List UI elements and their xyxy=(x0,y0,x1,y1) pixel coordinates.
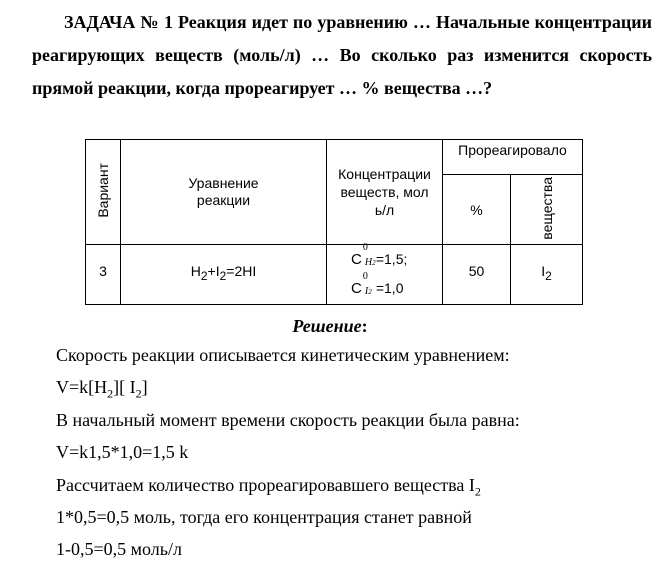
rate-eq-sub-i: 2 xyxy=(135,386,142,401)
solution-line-5 xyxy=(56,475,481,499)
row-substance-letter: I xyxy=(541,263,546,279)
conc-i-sup: 0 xyxy=(362,271,368,282)
eq-iodine-sub: 2 xyxy=(219,268,227,283)
header-variant: Вариант xyxy=(95,163,111,218)
header-equation-cell xyxy=(121,140,327,245)
eq-product: =2HI xyxy=(226,263,257,279)
rate-eq-sub-h: 2 xyxy=(107,386,114,401)
row-percent: 50 xyxy=(443,245,511,305)
header-equation: Уравнение реакции xyxy=(188,175,259,208)
header-substance-cell xyxy=(511,175,583,245)
row-equation xyxy=(121,245,327,305)
row-substance xyxy=(511,245,583,305)
eq-hydrogen: H xyxy=(190,263,201,279)
rate-eq-start: V=k[H xyxy=(56,377,108,397)
solution-heading-colon: : xyxy=(361,316,368,336)
row-variant: 3 xyxy=(86,245,121,305)
solution-line-6: 1*0,5=0,5 моль, тогда его концентрация станет равной xyxy=(56,507,472,527)
conc-i-sub2: 2 xyxy=(368,288,372,296)
solution-line-7: 1-0,5=0,5 моль/л xyxy=(56,539,182,559)
row-concentrations xyxy=(327,242,443,305)
eq-iodine: +I xyxy=(207,263,220,279)
rate-eq-mid: ][ I xyxy=(113,377,136,397)
solution-line-2 xyxy=(56,377,148,401)
row-substance-sub: 2 xyxy=(545,268,552,283)
conc-i-sub: I xyxy=(364,286,369,297)
header-percent: % xyxy=(470,201,483,218)
header-reacted: Прореагировало xyxy=(458,142,567,158)
calc-text: Рассчитаем количество прореагировавшего вещества I xyxy=(56,475,475,495)
conc-h-value: =1,5; xyxy=(375,251,408,267)
solution-heading-text: Решение xyxy=(292,316,362,336)
header-percent-cell xyxy=(443,175,511,245)
eq-hydrogen-sub: 2 xyxy=(200,268,208,283)
conc-iodine xyxy=(351,271,404,297)
header-concentrations-cell xyxy=(327,140,443,245)
conc-hydrogen xyxy=(351,242,408,268)
header-concentrations: Концентрации веществ, моль/л xyxy=(338,166,431,218)
header-reacted-cell xyxy=(443,140,583,175)
conc-i-letter: C xyxy=(351,280,362,297)
conc-h-sub: H xyxy=(364,257,373,268)
conc-h-letter: C xyxy=(351,251,362,268)
solution-heading xyxy=(0,316,660,337)
calc-sub: 2 xyxy=(474,484,481,499)
solution-line-1: Скорость реакции описывается кинетическим уравнением: xyxy=(56,345,510,365)
task-statement: ЗАДАЧА № 1 Реакция идет по уравнению … Начальные концентрации реагирующих веществ (моль/л) … Во сколько раз изменится скорость прямой реакции, когда прореагирует … % вещества …? xyxy=(32,12,652,98)
conc-h-sup: 0 xyxy=(362,242,368,253)
conc-h-sub2: 2 xyxy=(372,259,376,267)
solution-line-3: В начальный момент времени скорость реакции была равна: xyxy=(56,410,520,430)
solution-line-4: V=k1,5*1,0=1,5 k xyxy=(56,442,189,462)
rate-eq-end: ] xyxy=(141,377,148,397)
header-variant-cell xyxy=(86,140,121,245)
conc-i-value: =1,0 xyxy=(375,280,404,296)
header-substance: вещества xyxy=(538,176,555,240)
task-table xyxy=(85,139,583,305)
